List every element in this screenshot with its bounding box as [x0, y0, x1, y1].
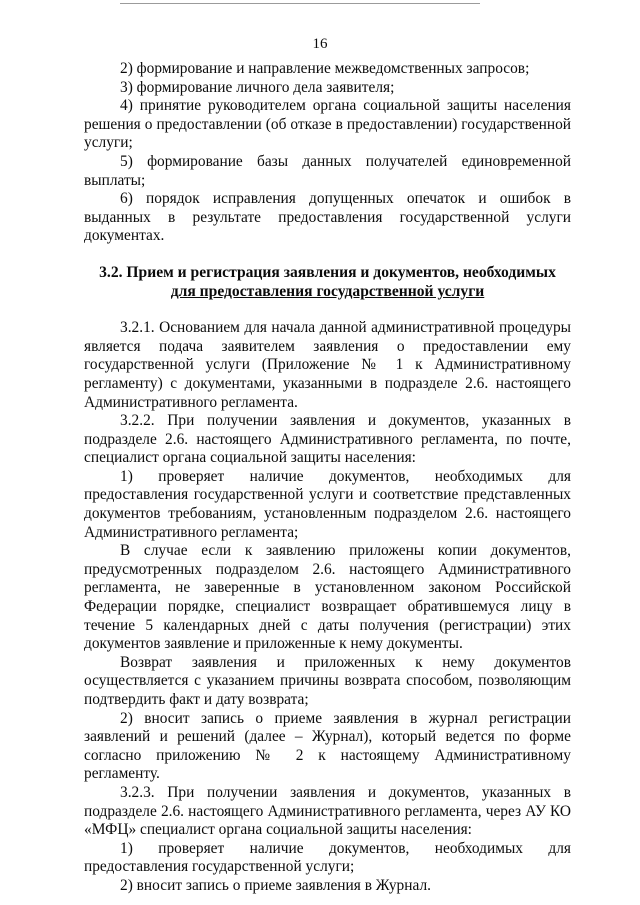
paragraph: 3.2.1. Основанием для начала данной административной процедуры является подача заявителем заявления о предоставлении ему государственной услуги (Приложение № 1 к Административному регламенту) с документами, указанными в подразделе 2.6. настоящего Административного регламента. [84, 319, 571, 411]
list-item: 5) формирование базы данных получателей единовременной выплаты; [84, 152, 571, 189]
top-rule [120, 3, 480, 4]
paragraph: 1) проверяет наличие документов, необходимых для предоставления государственной услуги; [84, 839, 571, 876]
list-item: 3) формирование личного дела заявителя; [120, 78, 395, 96]
section-heading-line-1: 3.2. Прием и регистрация заявления и документов, необходимых [99, 263, 556, 281]
list-item: 4) принятие руководителем органа социальной защиты населения решения о предоставлении (об отказе в предоставлении) государственной услуги; [84, 97, 571, 152]
list-item: 2) формирование и направление межведомственных запросов; [120, 60, 530, 77]
paragraph: Возврат заявления и приложенных к нему документов осуществляется с указанием причины возврата способом, позволяющим подтвердить факт и дату возврата; [84, 653, 571, 708]
spacer [84, 246, 571, 264]
section-heading-line-2: для предоставления государственной услуги [170, 282, 485, 300]
paragraph: В случае если к заявлению приложены копии документов, предусмотренных подразделом 2.6. настоящего Административного регламента, не заверенные в установленном законом Российской Федерации порядке, специалист возвращает обратившемуся лицу в течение 5 календарных дней с даты получения (регистрации) этих документов заявление и приложенные к нему документы. [84, 542, 571, 653]
spacer [84, 301, 571, 319]
list-item: 6) порядок исправления допущенных опечаток и ошибок в выданных в результате предоставления государственной услуги документах. [84, 190, 571, 245]
paragraph: 3.2.2. При получении заявления и документов, указанных в подразделе 2.6. настоящего Административного регламента, по почте, специалист органа социальной защиты населения: [84, 412, 571, 467]
document-body [84, 60, 571, 896]
paragraph: 3.2.3. При получении заявления и документов, указанных в подразделе 2.6. настоящего Административного регламента, через АУ КО «МФЦ» специалист органа социальной защиты населения: [84, 783, 571, 839]
paragraph: 2) вносит запись о приеме заявления в журнал регистрации заявлений и решений (далее – Журнал), который ведется по форме согласно приложению № 2 к настоящему Административному регламенту. [84, 709, 571, 783]
page-number: 16 [312, 36, 328, 52]
paragraph: 2) вносит запись о приеме заявления в Журнал. [120, 876, 431, 894]
paragraph: 1) проверяет наличие документов, необходимых для предоставления государственной услуги и соответствие представленных документов требованиям, установленным подразделом 2.6. настоящего Административного регламента; [84, 467, 571, 541]
